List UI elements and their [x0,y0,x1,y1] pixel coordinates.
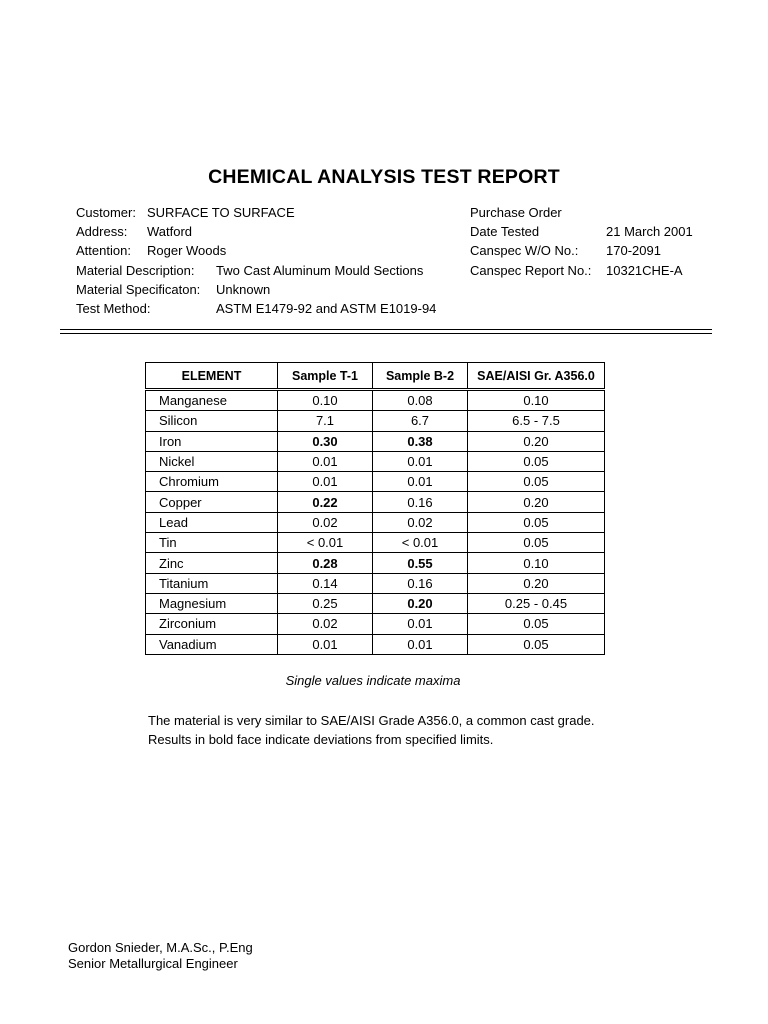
element-cell: Copper [146,492,278,512]
sample-b2-cell: 0.16 [373,492,468,512]
table-row [146,614,605,634]
sample-t1-cell: < 0.01 [278,533,373,553]
sample-b2-cell: 0.02 [373,512,468,532]
spec-cell: 6.5 - 7.5 [468,411,605,431]
sample-t1-cell: 0.01 [278,634,373,654]
report-number-label: Canspec Report No.: [470,263,592,278]
work-order-value: 170-2091 [606,243,661,258]
sample-b2-cell: < 0.01 [373,533,468,553]
remark-line: Results in bold face indicate deviations from specified limits. [148,732,494,747]
spec-cell: 0.05 [468,634,605,654]
sample-t1-cell: 0.22 [278,492,373,512]
table-row [146,533,605,553]
element-cell: Silicon [146,411,278,431]
sample-t1-cell: 0.25 [278,593,373,613]
table-row [146,431,605,451]
table-row [146,451,605,471]
element-cell: Iron [146,431,278,451]
test-method-value: ASTM E1479-92 and ASTM E1019-94 [216,301,437,316]
report-title: CHEMICAL ANALYSIS TEST REPORT [208,166,560,188]
column-header-element: ELEMENT [146,363,278,390]
material-description-label: Material Description: [76,263,195,278]
spec-cell: 0.05 [468,512,605,532]
table-body [146,390,605,655]
header-divider-bottom [60,333,712,334]
column-header-sample-t1: Sample T-1 [278,363,373,390]
sample-b2-cell: 0.01 [373,634,468,654]
sample-t1-cell: 7.1 [278,411,373,431]
table-row [146,472,605,492]
signatory-title: Senior Metallurgical Engineer [68,956,238,971]
element-cell: Lead [146,512,278,532]
sample-b2-cell: 0.38 [373,431,468,451]
test-method-label: Test Method: [76,301,151,316]
chemical-analysis-table [145,362,605,655]
customer-value: SURFACE TO SURFACE [147,205,295,220]
spec-cell: 0.10 [468,553,605,573]
purchase-order-label: Purchase Order [470,205,562,220]
sample-b2-cell: 0.01 [373,614,468,634]
element-cell: Zinc [146,553,278,573]
sample-b2-cell: 0.20 [373,593,468,613]
date-tested-label: Date Tested [470,224,540,239]
element-cell: Manganese [146,390,278,411]
date-tested-value: 21 March 2001 [606,224,693,239]
address-label: Address: [76,224,128,239]
customer-label: Customer: [76,205,136,220]
table-header-row [146,363,605,390]
sample-t1-cell: 0.28 [278,553,373,573]
remarks [148,711,595,749]
table-row [146,390,605,411]
table-row [146,573,605,593]
spec-cell: 0.20 [468,431,605,451]
sample-b2-cell: 0.01 [373,451,468,471]
material-specification-value: Unknown [216,282,271,297]
report-number-value: 10321CHE-A [606,263,683,278]
sample-b2-cell: 0.08 [373,390,468,411]
sample-b2-cell: 0.55 [373,553,468,573]
element-cell: Titanium [146,573,278,593]
attention-value: Roger Woods [147,243,227,258]
sample-b2-cell: 0.16 [373,573,468,593]
sample-t1-cell: 0.30 [278,431,373,451]
table-row [146,411,605,431]
report-header [0,0,768,330]
spec-cell: 0.20 [468,492,605,512]
spec-cell: 0.05 [468,614,605,634]
signature-block [68,940,253,972]
sample-t1-cell: 0.01 [278,472,373,492]
maxima-note: Single values indicate maxima [285,673,461,688]
sample-t1-cell: 0.10 [278,390,373,411]
element-cell: Vanadium [146,634,278,654]
work-order-label: Canspec W/O No.: [470,243,579,258]
table-row [146,634,605,654]
attention-label: Attention: [76,243,131,258]
spec-cell: 0.05 [468,472,605,492]
column-header-sample-b2: Sample B-2 [373,363,468,390]
spec-cell: 0.05 [468,451,605,471]
element-cell: Nickel [146,451,278,471]
table-row [146,492,605,512]
table-row [146,593,605,613]
spec-cell: 0.05 [468,533,605,553]
spec-cell: 0.10 [468,390,605,411]
header-divider-top [60,329,712,330]
spec-cell: 0.25 - 0.45 [468,593,605,613]
material-specification-label: Material Specificaton: [76,282,201,297]
material-description-value: Two Cast Aluminum Mould Sections [216,263,424,278]
column-header-spec: SAE/AISI Gr. A356.0 [468,363,605,390]
sample-t1-cell: 0.02 [278,512,373,532]
element-cell: Chromium [146,472,278,492]
spec-cell: 0.20 [468,573,605,593]
element-cell: Zirconium [146,614,278,634]
signatory-name: Gordon Snieder, M.A.Sc., P.Eng [68,940,253,955]
sample-b2-cell: 0.01 [373,472,468,492]
sample-t1-cell: 0.14 [278,573,373,593]
table-row [146,553,605,573]
sample-t1-cell: 0.01 [278,451,373,471]
sample-t1-cell: 0.02 [278,614,373,634]
table-row [146,512,605,532]
sample-b2-cell: 6.7 [373,411,468,431]
remark-line: The material is very similar to SAE/AISI Grade A356.0, a common cast grade. [148,713,595,728]
element-cell: Tin [146,533,278,553]
element-cell: Magnesium [146,593,278,613]
address-value: Watford [147,224,193,239]
